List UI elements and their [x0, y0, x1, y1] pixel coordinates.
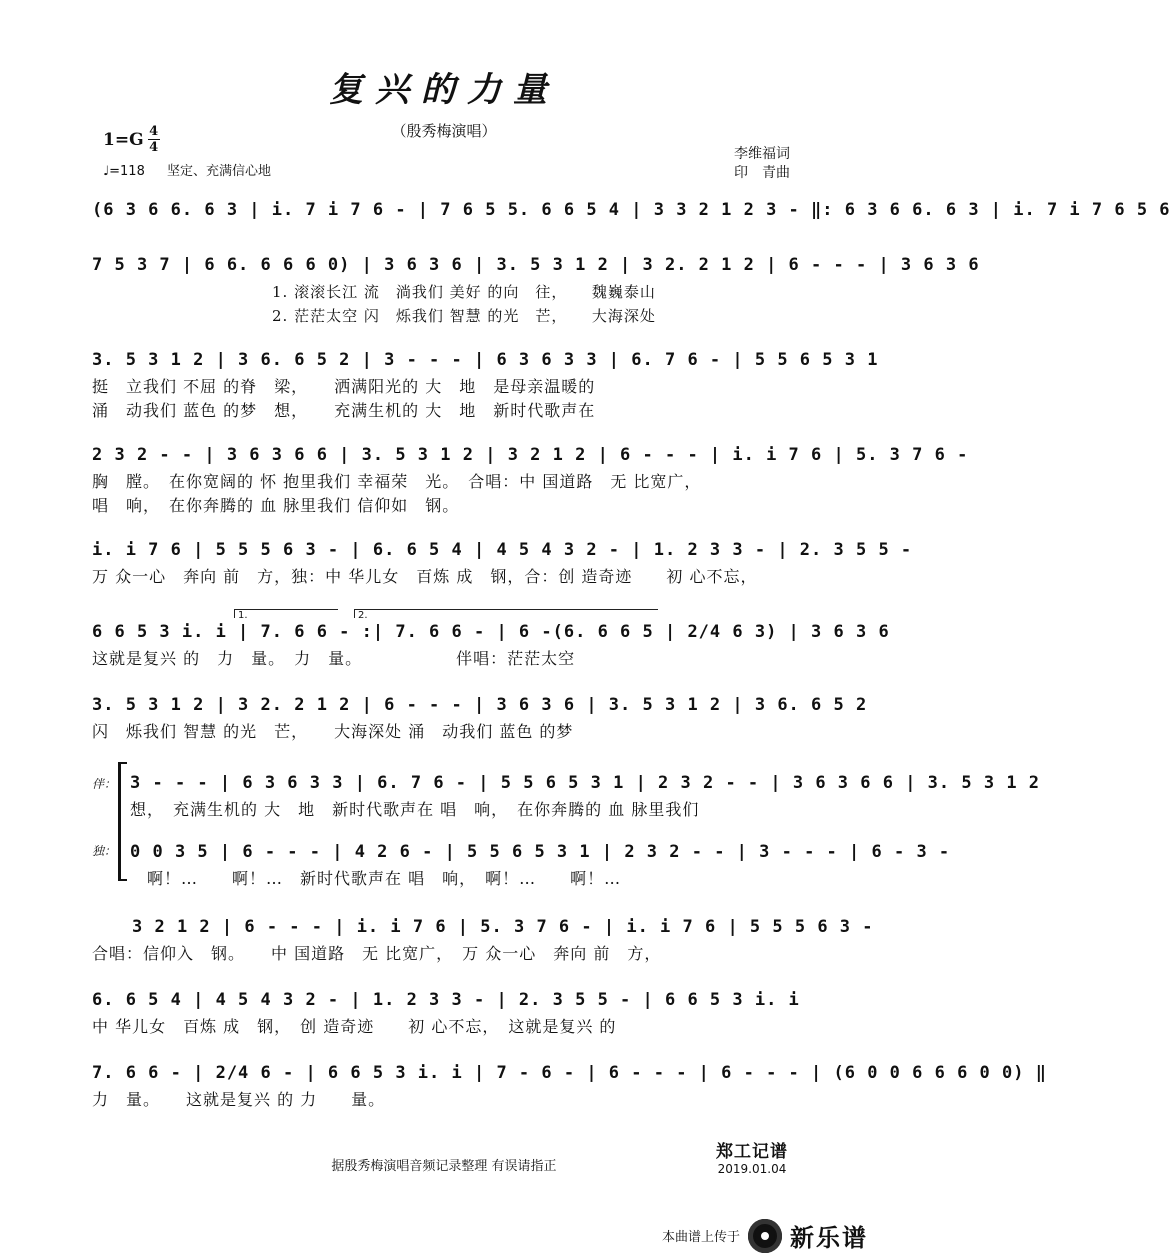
- key-signature: [103, 125, 160, 154]
- volta-first-ending: 1.: [234, 609, 338, 618]
- score-system-12: [92, 1058, 1047, 1112]
- music-line: [130, 837, 951, 867]
- song-title: 复兴的力量: [329, 70, 559, 110]
- music-line: [92, 535, 913, 565]
- notation: 3 2 1 2 | 6 - - - | i. i 7 6 | 5. 3 7 6 - | i. i 7 6 | 5 5 5 6 3 -: [132, 917, 874, 937]
- transcriber-name: 郑工记谱: [716, 1142, 788, 1162]
- lyric-line: 力 量。 这就是复兴 的 力 量。: [92, 1090, 386, 1109]
- time-sig-bottom: 4: [149, 140, 159, 155]
- lyric-line: 想， 充满生机的 大 地 新时代歌声在 唱 响， 在你奔腾的 血 脉里我们: [130, 800, 700, 819]
- notation: 6 6 5 3 i. i | 7. 6 6 - :| 7. 6 6 - | 6 -(6. 6 6 5 | 2/4 6 3) | 3 6 3 6: [92, 622, 890, 642]
- score-system-3: [92, 345, 879, 423]
- notation: 3. 5 3 1 2 | 3 6. 6 5 2 | 3 - - - | 6 3 6 3 3 | 6. 7 6 - | 5 5 6 5 3 1: [92, 350, 879, 370]
- notation: 7. 6 6 - | 2/4 6 - | 6 6 5 3 i. i | 7 - 6 - | 6 - - - | 6 - - - | (6 0 0 6 6 6 0 0) ‖: [92, 1063, 1047, 1083]
- music-line: [92, 912, 874, 942]
- score-system-6: [92, 610, 890, 671]
- music-line: [92, 345, 879, 375]
- score-system-2: [92, 250, 980, 328]
- site-logo-text[interactable]: 新乐谱: [790, 1224, 868, 1252]
- score-system-4: [92, 440, 969, 518]
- upload-credit: [662, 1218, 868, 1253]
- music-line: [92, 690, 868, 720]
- music-line: [130, 768, 1041, 798]
- notation: (6 3 6 6. 6 3 | i. 7 i 7 6 - | 7 6 5 5. 6 6 5 4 | 3 3 2 1 2 3 - ‖: 6 3 6 6. 6 3 | i. 7 i 7 6 5 6: [92, 200, 1171, 220]
- tempo-value: ♩=118: [103, 164, 145, 179]
- transcription-date: 2019.01.04: [717, 1162, 787, 1176]
- time-signature: [148, 125, 160, 154]
- lyric-line: 中 华儿女 百炼 成 钢， 创 造奇迹 初 心不忘， 这就是复兴 的: [92, 1017, 617, 1036]
- lyric-line: 1. 滚滚长江 流 淌我们 美好 的向 往， 魏巍泰山: [272, 283, 656, 301]
- lyric-line: 万 众一心 奔向 前 方，独：中 华儿女 百炼 成 钢，合：创 造奇迹 初 心不忘，: [92, 567, 758, 586]
- solo-label: 独：: [92, 844, 117, 858]
- mood-marking: 坚定、充满信心地: [166, 164, 271, 179]
- music-line: [92, 985, 800, 1015]
- part-brace: [118, 762, 127, 881]
- music-line: [92, 250, 980, 280]
- score-system-9: [130, 837, 951, 891]
- volta-second-ending: 2.: [354, 609, 658, 618]
- music-line: [92, 195, 1171, 225]
- lyric-line: 胸 膛。 在你宽阔的 怀 抱里我们 幸福荣 光。 合唱：中 国道路 无 比宽广，: [92, 472, 702, 491]
- music-line: [92, 1058, 1047, 1088]
- accompaniment-label: 伴：: [92, 777, 117, 791]
- notation: 7 5 3 7 | 6 6. 6 6 6 0) | 3 6 3 6 | 3. 5 3 1 2 | 3 2. 2 1 2 | 6 - - - | 3 6 3 6: [92, 255, 980, 275]
- notation: i. i 7 6 | 5 5 5 6 3 - | 6. 6 5 4 | 4 5 4 3 2 - | 1. 2 3 3 - | 2. 3 5 5 -: [92, 540, 913, 560]
- performer-subtitle: （殷秀梅演唱）: [391, 122, 497, 140]
- record-disc-icon: [748, 1219, 782, 1253]
- score-system-7: [92, 690, 868, 744]
- notation: 6. 6 5 4 | 4 5 4 3 2 - | 1. 2 3 3 - | 2. 3 5 5 - | 6 6 5 3 i. i: [92, 990, 800, 1010]
- lyric-line: 2. 茫茫太空 闪 烁我们 智慧 的光 芒， 大海深处: [272, 307, 656, 325]
- credits: [734, 145, 790, 183]
- lyric-line: 唱 响， 在你奔腾的 血 脉里我们 信仰如 钢。: [92, 496, 460, 515]
- score-system-10: [92, 912, 874, 966]
- notation: 0 0 3 5 | 6 - - - | 4 2 6 - | 5 5 6 5 3 1 | 2 3 2 - - | 3 - - - | 6 - 3 -: [130, 842, 951, 862]
- lyric-line: 挺 立我们 不屈 的脊 梁， 洒满阳光的 大 地 是母亲温暖的: [92, 377, 596, 396]
- notation: 2 3 2 - - | 3 6 3 6 6 | 3. 5 3 1 2 | 3 2 1 2 | 6 - - - | i. i 7 6 | 5. 3 7 6 -: [92, 445, 969, 465]
- score-system-11: [92, 985, 800, 1039]
- music-line: [92, 610, 890, 647]
- lyric-line: 涌 动我们 蓝色 的梦 想， 充满生机的 大 地 新时代歌声在: [92, 401, 596, 420]
- tempo-marking: [103, 160, 271, 179]
- score-system-5: [92, 535, 913, 589]
- upload-text: 本曲谱上传于: [661, 1230, 740, 1245]
- music-line: [92, 440, 969, 470]
- time-sig-top: 4: [149, 124, 159, 139]
- notation: 3 - - - | 6 3 6 3 3 | 6. 7 6 - | 5 5 6 5 3 1 | 2 3 2 - - | 3 6 3 6 6 | 3. 5 3 1 2: [130, 773, 1041, 793]
- lyricist: 李维福词: [734, 146, 790, 162]
- key-label: 1=G: [103, 129, 144, 150]
- lyric-line: 啊！… 啊！… 新时代歌声在 唱 响， 啊！… 啊！…: [130, 869, 622, 888]
- lyric-line: 合唱：信仰入 钢。 中 国道路 无 比宽广， 万 众一心 奔向 前 方，: [92, 944, 662, 963]
- lyric-line: 这就是复兴 的 力 量。 力 量。 伴唱：茫茫太空: [92, 649, 576, 668]
- composer: 印 青曲: [734, 165, 790, 181]
- lyric-line: 闪 烁我们 智慧 的光 芒， 大海深处 涌 动我们 蓝色 的梦: [92, 722, 574, 741]
- score-system-8: [130, 768, 1041, 822]
- footer-note: 据殷秀梅演唱音频记录整理 有误请指正: [331, 1159, 557, 1174]
- score-system-1: [92, 195, 1171, 225]
- notation: 3. 5 3 1 2 | 3 2. 2 1 2 | 6 - - - | 3 6 3 6 | 3. 5 3 1 2 | 3 6. 6 5 2: [92, 695, 868, 715]
